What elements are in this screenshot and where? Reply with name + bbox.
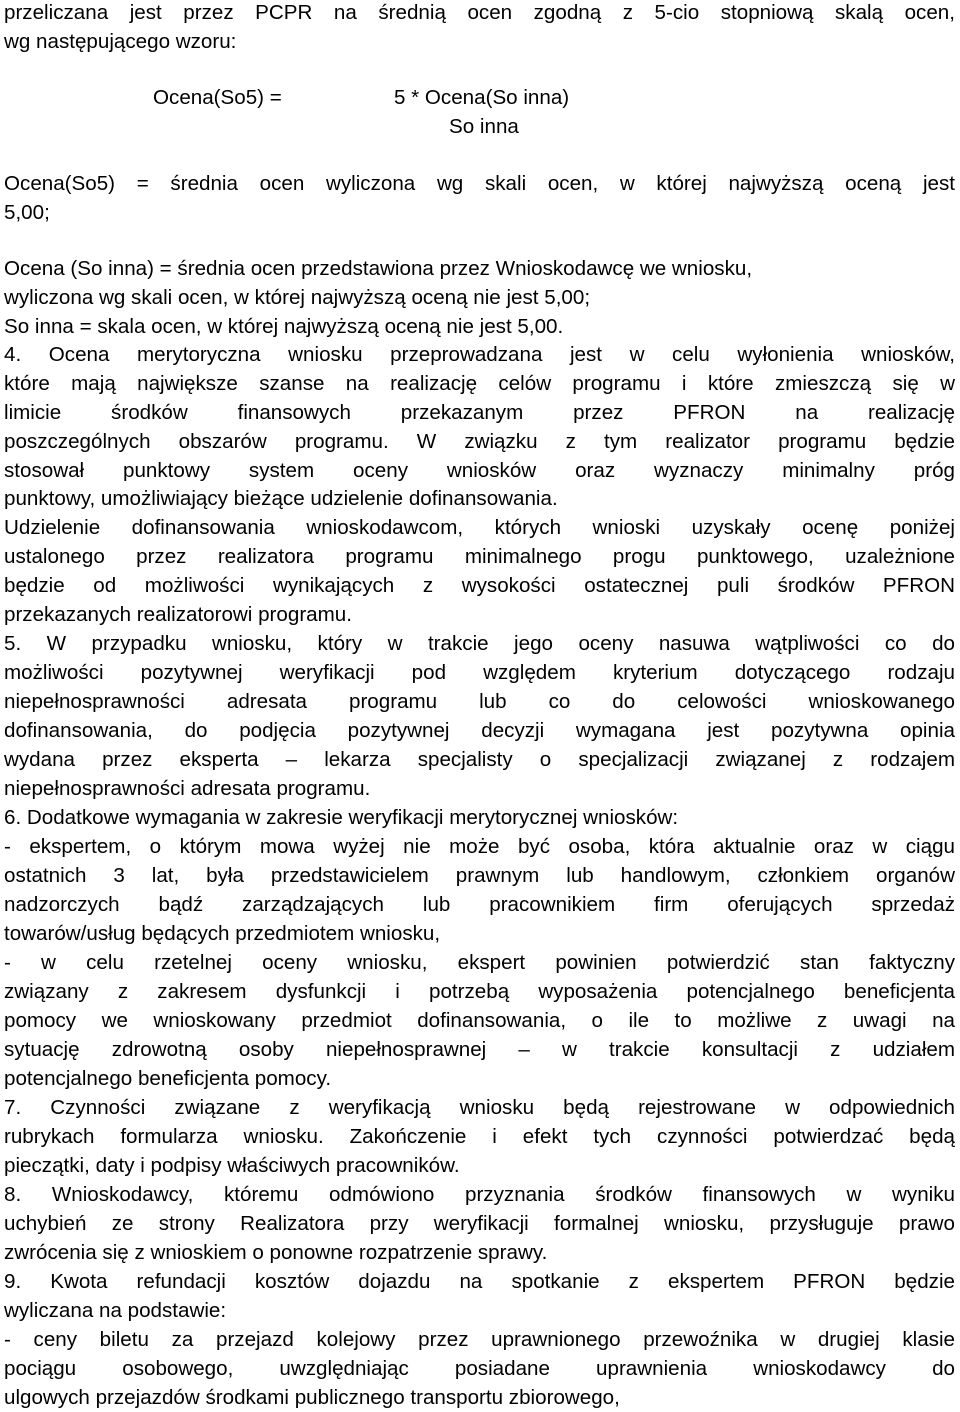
body-line-6: punktowy, umożliwiający bieżące udzielenie dofinansowania. — [4, 487, 558, 510]
intro-line-1: przeliczana jest przez PCPR na średnią ocen zgodną z 5-cio stopniową skalą ocen, — [4, 1, 955, 24]
definition-line-4: wyliczona wg skali ocen, w której najwyższą oceną nie jest 5,00; — [4, 286, 591, 309]
body-line-32: zwrócenia się z wnioskiem o ponowne rozpatrzenie sprawy. — [4, 1241, 548, 1264]
body-line-9: będzie od możliwości wynikających z wysokości ostatecznej puli środków PFRON — [4, 574, 955, 597]
body-line-13: niepełnosprawności adresata programu lub co do celowości wnioskowanego — [4, 690, 955, 713]
body-line-16: niepełnosprawności adresata programu. — [4, 777, 371, 800]
body-line-17: 6. Dodatkowe wymagania w zakresie weryfikacji merytorycznej wniosków: — [4, 806, 679, 829]
body-line-29: pieczątki, daty i podpisy właściwych pracowników. — [4, 1154, 460, 1177]
body-line-14: dofinansowania, do podjęcia pozytywnej decyzji wymagana jest pozytywna opinia — [4, 719, 955, 742]
body-line-8: ustalonego przez realizatora programu minimalnego progu punktowego, uzależnione — [4, 545, 955, 568]
body-line-36: pociągu osobowego, uwzględniając posiadane uprawnienia wnioskodawcy do — [4, 1357, 955, 1380]
body-line-2: które mają największe szanse na realizację celów programu i które zmieszczą się w — [4, 372, 955, 395]
body-line-35: - ceny biletu za przejazd kolejowy przez uprawnionego przewoźnika w drugiej klasie — [4, 1328, 955, 1351]
formula-left: Ocena(So5) = — [153, 86, 282, 109]
body-line-23: związany z zakresem dysfunkcji i potrzebą wyposażenia potencjalnego beneficjenta — [4, 980, 955, 1003]
definition-line-1: Ocena(So5) = średnia ocen wyliczona wg skali ocen, w której najwyższą oceną jest — [4, 172, 955, 195]
body-line-10: przekazanych realizatorowi programu. — [4, 603, 352, 626]
body-line-4: poszczególnych obszarów programu. W związku z tym realizator programu będzie — [4, 430, 955, 453]
body-line-22: - w celu rzetelnej oceny wniosku, ekspert powinien potwierdzić stan faktyczny — [4, 951, 955, 974]
body-line-34: wyliczana na podstawie: — [4, 1299, 227, 1322]
body-line-18: - ekspertem, o którym mowa wyżej nie może być osoba, która aktualnie oraz w ciągu — [4, 835, 955, 858]
definition-line-3: Ocena (So inna) = średnia ocen przedstawiona przez Wnioskodawcę we wniosku, — [4, 257, 753, 280]
body-line-30: 8. Wnioskodawcy, któremu odmówiono przyznania środków finansowych w wyniku — [4, 1183, 955, 1206]
body-line-33: 9. Kwota refundacji kosztów dojazdu na spotkanie z ekspertem PFRON będzie — [4, 1270, 955, 1293]
body-line-12: możliwości pozytywnej weryfikacji pod względem kryterium dotyczącego rodzaju — [4, 661, 955, 684]
body-line-27: 7. Czynności związane z weryfikacją wniosku będą rejestrowane w odpowiednich — [4, 1096, 955, 1119]
formula-denominator: So inna — [449, 115, 519, 138]
body-line-19: ostatnich 3 lat, była przedstawicielem prawnym lub handlowym, członkiem organów — [4, 864, 955, 887]
body-line-31: uchybień ze strony Realizatora przy weryfikacji formalnej wniosku, przysługuje prawo — [4, 1212, 955, 1235]
body-line-25: sytuację zdrowotną osoby niepełnosprawnej – w trakcie konsultacji z udziałem — [4, 1038, 955, 1061]
body-line-26: potencjalnego beneficjenta pomocy. — [4, 1067, 332, 1090]
body-line-1: 4. Ocena merytoryczna wniosku przeprowadzana jest w celu wyłonienia wniosków, — [4, 343, 955, 366]
formula-numerator: 5 * Ocena(So inna) — [394, 86, 570, 109]
body-line-37: ulgowych przejazdów środkami publicznego transportu zbiorowego, — [4, 1386, 620, 1409]
body-line-21: towarów/usług będących przedmiotem wniosku, — [4, 922, 441, 945]
definition-line-2: 5,00; — [4, 201, 50, 224]
body-line-20: nadzorczych bądź zarządzających lub pracownikiem firm oferujących sprzedaż — [4, 893, 955, 916]
body-line-3: limicie środków finansowych przekazanym przez PFRON na realizację — [4, 401, 955, 424]
body-line-24: pomocy we wnioskowany przedmiot dofinansowania, o ile to możliwe z uwagi na — [4, 1009, 955, 1032]
body-line-7: Udzielenie dofinansowania wnioskodawcom, których wnioski uzyskały ocenę poniżej — [4, 516, 955, 539]
body-line-5: stosował punktowy system oceny wniosków oraz wyznaczy minimalny próg — [4, 459, 955, 482]
body-line-28: rubrykach formularza wniosku. Zakończenie i efekt tych czynności potwierdzać będą — [4, 1125, 955, 1148]
body-line-11: 5. W przypadku wniosku, który w trakcie jego oceny nasuwa wątpliwości co do — [4, 632, 955, 655]
intro-line-2: wg następującego wzoru: — [4, 30, 237, 53]
body-line-15: wydana przez eksperta – lekarza specjalisty o specjalizacji związanej z rodzajem — [4, 748, 955, 771]
definition-line-5: So inna = skala ocen, w której najwyższą oceną nie jest 5,00. — [4, 315, 564, 338]
